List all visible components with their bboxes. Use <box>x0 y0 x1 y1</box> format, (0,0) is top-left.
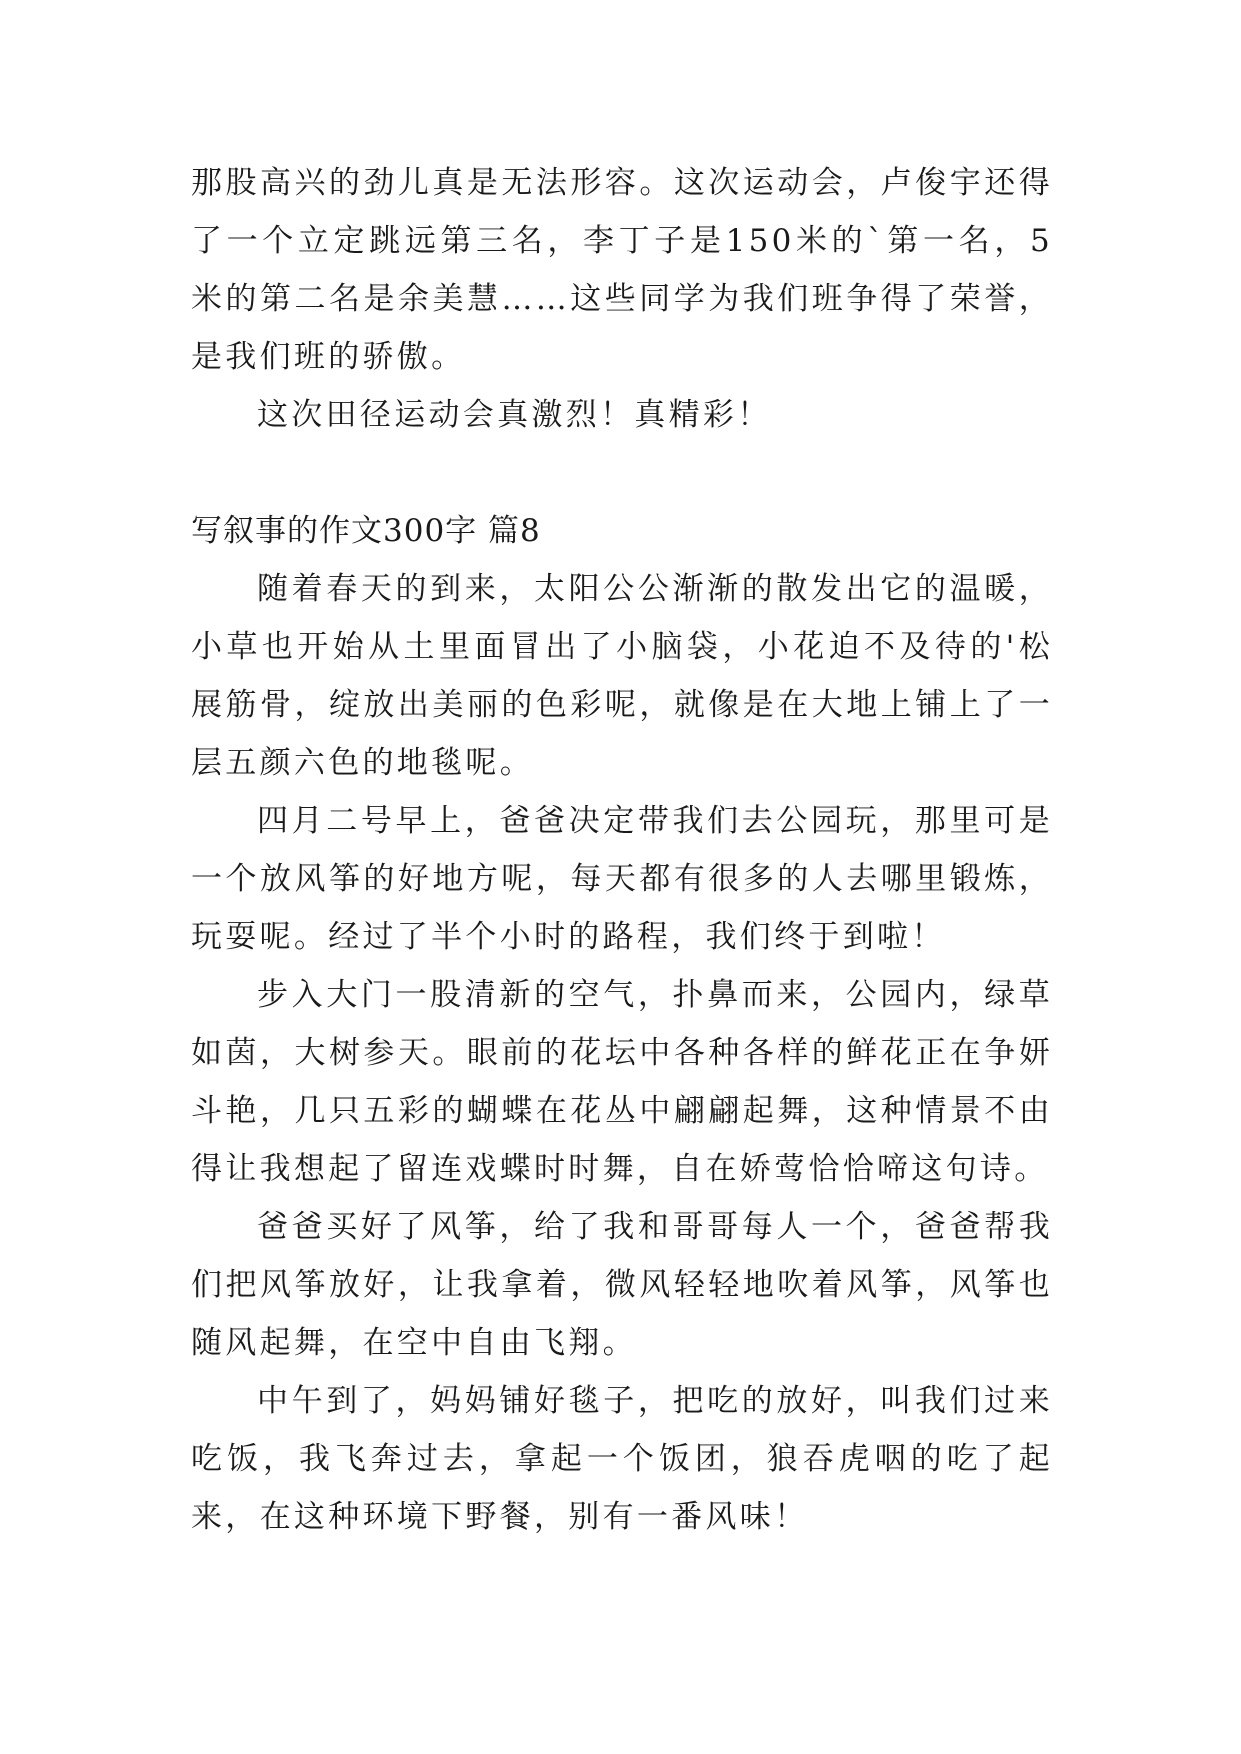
paragraph: 随着春天的到来，太阳公公渐渐的散发出它的温暖，小草也开始从土里面冒出了小脑袋，小花迫不及待的'松展筋骨，绽放出美丽的色彩呢，就像是在大地上铺上了一层五颜六色的地毯呢。 <box>191 571 1053 781</box>
paragraph: 那股高兴的劲儿真是无法形容。这次运动会，卢俊宇还得了一个立定跳远第三名，李丁子是150米的`第一名，5米的第二名是余美慧……这些同学为我们班争得了荣誉，是我们班的骄傲。 <box>191 165 1053 375</box>
document-body <box>191 154 1053 1546</box>
essay-title: 写叙事的作文300字 篇8 <box>191 513 541 549</box>
paragraph: 四月二号早上，爸爸决定带我们去公园玩，那里可是一个放风筝的好地方呢，每天都有很多的人去哪里锻炼，玩耍呢。经过了半个小时的路程，我们终于到啦！ <box>191 803 1053 955</box>
paragraph: 爸爸买好了风筝，给了我和哥哥每人一个，爸爸帮我们把风筝放好，让我拿着，微风轻轻地吹着风筝，风筝也随风起舞，在空中自由飞翔。 <box>191 1209 1053 1361</box>
paragraph: 步入大门一股清新的空气，扑鼻而来，公园内，绿草如茵，大树参天。眼前的花坛中各种各样的鲜花正在争妍斗艳，几只五彩的蝴蝶在花丛中翩翩起舞，这种情景不由得让我想起了留连戏蝶时时舞，自在娇莺恰恰啼这句诗。 <box>191 977 1053 1187</box>
paragraph: 中午到了，妈妈铺好毯子，把吃的放好，叫我们过来吃饭，我飞奔过去，拿起一个饭团，狼吞虎咽的吃了起来，在这种环境下野餐，别有一番风味！ <box>191 1383 1053 1535</box>
paragraph: 这次田径运动会真激烈！真精彩！ <box>257 397 772 433</box>
